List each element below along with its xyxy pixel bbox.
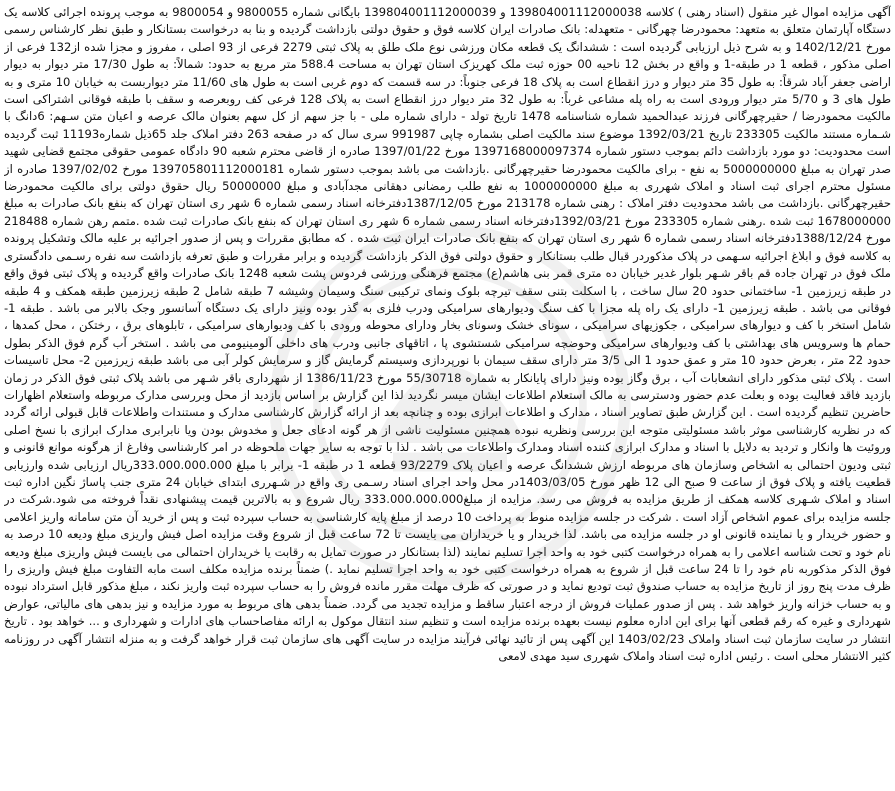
auction-notice-text: آگهی مزایده اموال غیر منقول (اسناد رهنی ) کلاسه 139804001112000038 و 139804001112000039 بایگانی شماره 9800055 و 9800054 به موجب پرونده اجرائی کلاسه یک دستگاه آپارتمان متعلق به متعهد: محمودرضا چهرگانی - متعهدله: بانک صادرات ایران کلاسه فوق و حقوق دولتی بازداشت گردیده و بنا به درخواست بستانکار و طبق نظر کارشناس رسمی مورخ 1402/12/21 و به شرح ذیل ارزیابی گردیده است : ششدانگ یک قطعه مکان ورزشی نوع ملک طلق به پلاک ثبتی 2279 فرعی از 93 اصلی ، مفروز و مجزا شده از132 فرعی از اصلی مذکور ، قطعه 1 در طبقه-1 و واقع در بخش 12 ناحیه 00 حوزه ثبت ملک کهریزک استان تهران به مساحت 588.4 متر مربع به حدود: شمالاً: به طول 17/30 متر دیوار به دیوار اراضی جعفر آباد شرقاً: به طول 35 متر دیوار و درز انقطاع است به پلاک 18 فرعی جنوباً: در سه قسمت که دوم غربی است به طول های 11/60 متر دیواربست به خیابان 10 متری و به طول های 3 و 5/70 متر دیوار ورودی است به راه پله مشاعی غرباً: به طول 32 متر دیوار درز انقطاع است به پلاک 128 فرعی کف روبعرصه و سقف با طبقه فوقانی اشتراکی است مالکیت محمودرضا / حقیرچهرگانی فرزند عبدالحمید شماره شناسنامه 1478 تاریخ تولد - دارای شماره ملی - با جز سهم از کل سهم بعنوان مالک عرصه و اعیان متن سـهم: 6دانگ با شـماره مستند مالکیت 233305 تاریخ 1392/03/21 موضوع سند مالکیت اصلی بشماره چاپی 991987 سری سال که در صفحه 263 دفتر املاک جلد 65ذیل شماره11193 ثبت گردیده است محدودیت: دو مورد بازداشت دائم بموجب دستور شماره 1397168000097374 مورخ 1397/01/22 صادره از قاضی محترم شعبه 90 دادگاه عمومی حقوقی مجتمع قضایی شهید صدر تهران به مبلغ 5000000000 به نفع - برای مالکیت محمودرضا حقیرچهرگانی .بازداشت می باشد بموجب دستور شماره 139705801112000181 مورخ 1397/02/02 صادره از مسئول محترم اجرای ثبت اسناد و املاک شهرری به مبلغ 1000000000 به نفع طلب رمضانی دهقانی مجدآبادی و مبلغ 50000000 ریال حقوق دولتی برای مالکیت محمودرضا حقیرچهرگانی .بازداشت می باشد محدودیت دفتر املاک : رهنی شماره 213178 مورخ 1387/12/05دفترخانه اسناد رسمی شماره 6 شهر ری استان تهران که بنفع بانک صادرات به مبلغ 1678000000 ثبت شده .رهنی شماره 233305 مورخ 1392/03/21دفترخانه اسناد رسمی شماره 6 شهر ری استان تهران که بنفع بانک صادرات ثبت شده .متمم رهن شماره 218488 مورخ 1388/12/24دفترخانه اسناد رسمی شماره 6 شهر ری استان تهران که بنفع بانک صادرات ایران ثبت شده . که مطابق مقررات و پس از صدور اجرائیه بر علیه مالک وتشکیل پرونده به کلاسه فوق و ابلاغ اجرائیه سـهمی در پلاک مذکوردر قبال طلب بستانکار و حقوق دولتی فوق الذکر بازداشت گردیده و برابر مقررات و طبق تعرفه بازداشت سه نفره رسـمی دادگستری ملک فوق در تهران جاده قم باقر شـهر بلوار غدیر خیابان ده متری قمر بنی هاشم(ع) مجتمع فرهنگی ورزشی فردوس پشت شعبه 1248 بانک صادرات واقع گردیده و پلاک ثبتی فوق واقع در طبقه زیرزمین 1- ساختمانی حدود 20 سال ساخت ، با اسکلت بتنی سقف تیرچه بلوک ونمای ترکیبی سنگ وسیمان وشیشه 7 طبقه شامل 2 طبقه زیرزمین طبقه همکف و 4 طبقه فوقانی می باشد . طبقه زیرزمین 1- دارای یک راه پله مجزا با کف سنگ ودیوارهای سرامیکی ودرب فلزی به گذر بوده ونیز دارای یک دستگاه آسانسور وجک بالابر می باشد . طبقه 1- شامل استخر با کف و دیوارهای سرامیکی ، جکوزیهای سرامیکی ، سونای خشک وسونای بخار ودارای محوطه ورودی با کف ودیوارهای سرامیکی ، تابلوهای برق ، رختکن ، محل کمدها ، حمام ها وسرویس های بهداشتی با کف ودیوارهای سرامیکی وحوضچه سرامیکی شستشوی پا ، اتاقهای جانبی ودرب های داخلی آلومینیومی می باشد . استخر آب گرم فوق الذکر بطول حدود 22 متر ، بعرض حدود 10 متر و عمق حدود 1 الی 3/5 متر دارای سقف سیمان با نورپردازی وسیستم گرمایش گاز و سرمایش کولر آبی می باشد طبقه زیرزمین 2- محل تاسیسات است . پلاک ثبتی مذکور دارای انشعابات آب ، برق وگاز بوده ونیز دارای پایانکار به شماره 55/30718 مورخ 1386/11/23 از شهرداری باقر شـهر می باشد پلاک ثبتی فوق الذکر در زمان بازدید فاقد فعالیت بوده و بعلت عدم حضور ودسترسی به مالک استعلام اطلاعات ایشان میسر نگردید لذا این گزارش بر اساس بازدید از محل وبررسی مدارک مربوطه واستعلام اظهارات حاضرین تنظیم گردیده است . این گزارش طبق تصاویر اسناد ، مدارک و اطلاعات ابرازی بوده و چنانچه بعد از ارائه گزارش کارشناسی مدارک و مستندات واطلاعات قابل قبولی ارائه گردد که در نظریه کارشناسی موثر باشد مسئولیتی متوجه این بررسی ونظریه نبوده همچنین مسئولیت ناشی از هر گونه ادعای جعل و مخدوش بودن ویا نابرابری مدارک ابرازی با نسخ اصلی وروئیت ها وانکار و تردید به دلایل با اسناد و مدارک ابرازی کننده اسناد ومدارک واطلاعات می باشد . لذا با توجه به سایر جهات ملحوظه در امر کارشناسی وفارغ از هرگونه موانع قانونی و ثبتی ودیون احتمالی به اشخاص وسازمان های مربوطه ارزش ششدانگ عرصه و اعیان پلاک 93/2279 قطعه 1 در طبقه 1- برابر با مبلغ 333.000.000.000ریال ارزیابی شده وارزیابی قطعیت یافته و پلاک فوق از ساعت 9 صبح الی 12 ظهر مورخ 1403/03/05در محل واحد اجرای اسناد رسـمی ری واقع در شـهرری ابتدای خیابان 24 متری جنب پاساژ نگین اداره ثبت اسناد و املاک شـهری کلاسه همکف از طریق مزایده به فروش می رسد. مزایده از مبلغ333.000.000.000 ریال شروع و به بالاترین قیمت پیشنهادی نقداً فروخته می شود.شرکت در جلسه مزایده برای عموم اشخاص آزاد است . شرکت در جلسه مزایده منوط به پرداخت 10 درصد از مبلغ پایه کارشناسی به حساب سپرده ثبت و پس از خرید آن متن سامانه واریز اعلامی و حضور خریدار و یا نماینده قانونی او در جلسه مزایده می باشد. لذا خریدار و یا خریداران می بایست تا 72 ساعت قبل از شروع وقت مزایده اصل فیش واریزی مبلغ ودیعه 10 درصد به نام خود و تحت شناسه اعلامی را به همراه درخواست کتبی خود به واحد اجرا تسلیم نمایند (لذا بستانکار در صورت تمایل به رقابت یا خریداران احتمالی می بایست فیش واریزی مبلغ ودیعه فوق الذکر مذکوربه نام خود را تا 24 ساعت قبل از شروع به همراه درخواست کتبی خود به واحد اجرا تسلیم نماید .) ضمناً برنده مزایده مکلف است مابه التفاوت مبلغ فیش واریزی را ظرف مدت پنج روز از تاریخ مزایده به حساب صندوق ثبت تودیع نماید و در صورتی که ظرف مهلت مقرر مانده فروش را به حساب سپرده ثبت واریز نکند ، مبلغ مذکور قابل استرداد نبوده و به حساب خزانه واریز خواهد شد . پس از صدور عملیات فروش از درجه اعتبار ساقط و مزایده تجدید می گردد. ضمناً بدهی های مربوط به مورد مزایده و نیز بدهی های مالیاتی، عوارض شهرداری و غیره که رقم قطعی آنها برای این اداره معلوم نیست بعهده برنده مزایده است و تنظیم سند انتقال موکول به ارائه مفاصاحساب های ادارات و شهرداری و ... خواهد بود . تاریخ انتشار در سایت سازمان ثبت اسناد واملاک 1403/02/23 این آگهی پس از تائید نهائی فرآیند مزایده در سایت آگهی های سازمان ثبت قرار خواهد گرفت و به منزله انتشار آگهی در روزنامه کثیر الانتشار محلی است . رئیس اداره ثبت اسناد واملاک شهرری سید مهدی لامعی <box>4 5 891 664</box>
auction-notice <box>4 4 891 787</box>
